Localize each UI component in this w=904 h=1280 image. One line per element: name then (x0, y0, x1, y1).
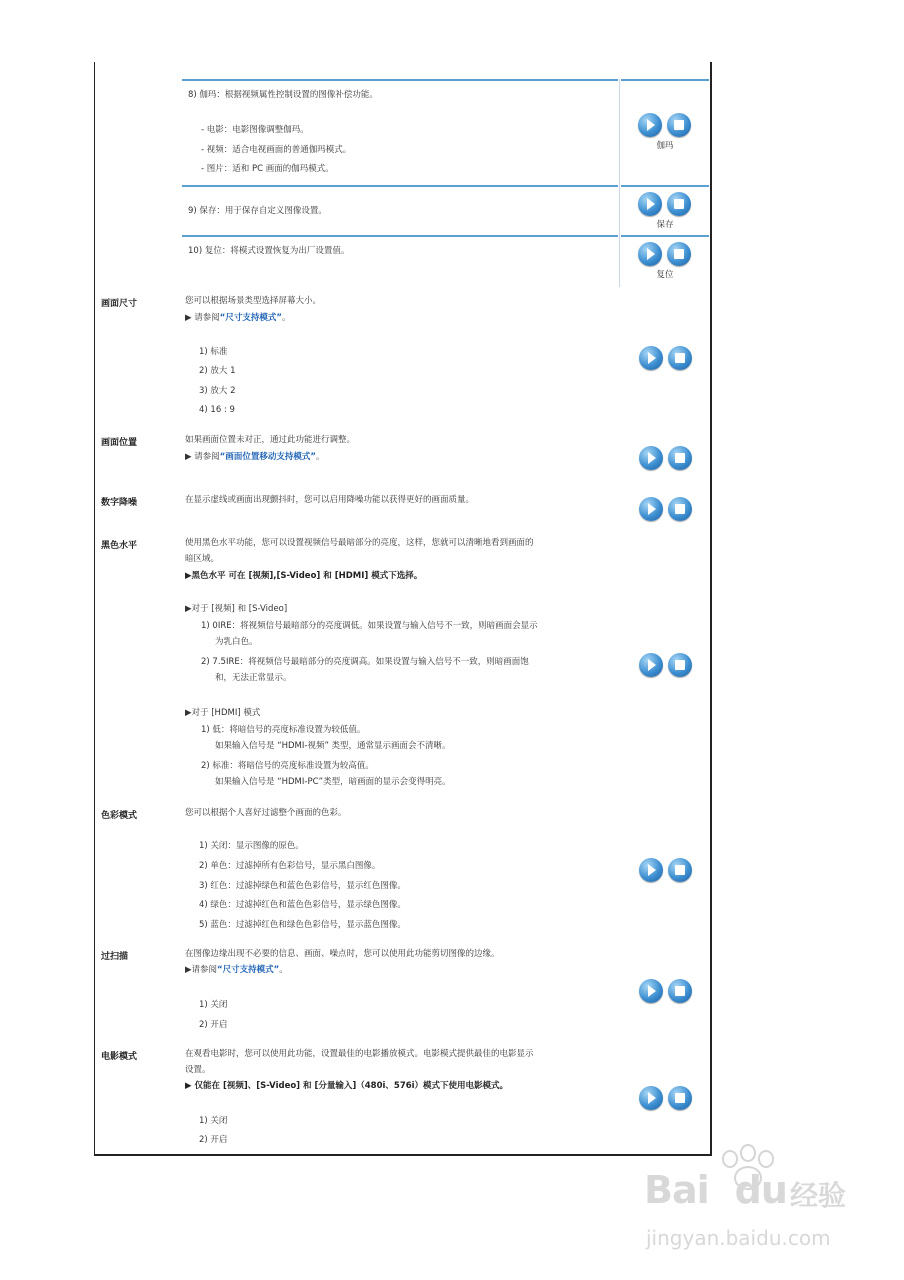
list-item: 2) 单色：过滤掉所有色彩信号，显示黑白图像。 (199, 861, 381, 871)
save-title: 9) 保存：用于保存自定义图像设置。 (188, 206, 327, 216)
list-item: 1) 关闭 (199, 1000, 228, 1010)
size-controls (639, 346, 695, 374)
movie-desc: 在观看电影时，您可以使用此功能，设置最佳的电影播放模式。电影模式提供最佳的电影显示 (185, 1049, 534, 1059)
size-ref: ▶ 请参阅“尺寸支持模式”。 (185, 313, 291, 323)
list-item: 1) 关闭 (199, 1116, 228, 1126)
stop-icon[interactable] (667, 242, 691, 266)
gamma-item: - 图片：适和 PC 画面的伽玛模式。 (201, 164, 334, 174)
list-item: 和，无法正常显示。 (215, 673, 292, 683)
list-item: 2) 标准：将暗信号的亮度标准设置为较高值。 (201, 761, 374, 771)
position-ref: ▶ 请参阅“画面位置移动支持模式”。 (185, 452, 325, 462)
list-item: 3) 放大 2 (199, 386, 236, 396)
list-item: 2) 放大 1 (199, 366, 236, 376)
movie-desc: 设置。 (185, 1065, 211, 1075)
list-item: 1) 0IRE：将视频信号最暗部分的亮度调低。如果设置与输入信号不一致，则暗画面会显示 (201, 621, 538, 631)
section-label: 黑色水平 (101, 541, 138, 551)
section-label: 过扫描 (101, 952, 129, 962)
divider (621, 235, 709, 237)
movie-note: ▶ 仅能在 [视频]、[S-Video] 和 [分量输入]（480i、576i）模式下使用电影模式。 (185, 1081, 509, 1091)
list-item: 1) 低：将暗信号的亮度标准设置为较低值。 (201, 725, 366, 735)
play-icon[interactable] (639, 979, 663, 1003)
divider (182, 235, 618, 237)
play-icon[interactable] (639, 653, 663, 677)
stop-icon[interactable] (668, 653, 692, 677)
section-label: 画面尺寸 (101, 299, 138, 309)
stop-icon[interactable] (668, 979, 692, 1003)
list-item: 1) 关闭：显示图像的原色。 (199, 841, 304, 851)
divider (619, 79, 620, 287)
watermark-brand: Bai du (644, 1168, 787, 1212)
gamma-item: - 电影：电影图像调整伽玛。 (201, 125, 309, 135)
play-icon[interactable] (639, 346, 663, 370)
divider (182, 185, 618, 187)
color-desc: 您可以根据个人喜好过滤整个画面的色彩。 (185, 808, 347, 818)
baidu-watermark (640, 1140, 860, 1260)
overscan-support-link[interactable]: “尺寸支持模式” (217, 965, 280, 975)
watermark-url: jingyan.baidu.com (646, 1226, 831, 1250)
play-icon[interactable] (638, 242, 662, 266)
list-item: 如果输入信号是 “HDMI-视频” 类型，通常显示画面会不清晰。 (215, 741, 451, 751)
section-label: 数字降噪 (101, 498, 138, 508)
stop-icon[interactable] (668, 497, 692, 521)
save-controls (638, 192, 694, 220)
play-icon[interactable] (638, 113, 662, 137)
dnr-controls (639, 497, 695, 525)
black-note: ▶黑色水平 可在 [视频],[S-Video] 和 [HDMI] 模式下选择。 (185, 571, 423, 581)
stop-icon[interactable] (668, 446, 692, 470)
movie-controls (639, 1086, 695, 1114)
list-item: 4) 绿色：过滤掉红色和蓝色色彩信号，显示绿色图像。 (199, 900, 406, 910)
gamma-controls (638, 113, 694, 141)
list-item: 如果输入信号是 “HDMI-PC”类型，暗画面的显示会变得明亮。 (215, 777, 451, 787)
divider (182, 79, 618, 81)
reset-title: 10) 复位：将模式设置恢复为出厂设置值。 (188, 246, 350, 256)
stop-icon[interactable] (667, 113, 691, 137)
color-controls (639, 858, 695, 886)
overscan-controls (639, 979, 695, 1007)
stop-icon[interactable] (668, 346, 692, 370)
list-item: 2) 开启 (199, 1020, 228, 1030)
stop-icon[interactable] (668, 1086, 692, 1110)
paw-icon (758, 1150, 774, 1168)
reset-controls (638, 242, 694, 270)
play-icon[interactable] (639, 446, 663, 470)
play-icon[interactable] (639, 858, 663, 882)
list-item: 4) 16 : 9 (199, 405, 235, 415)
reset-caption: 复位 (656, 270, 674, 280)
black-hdmi-head: ▶对于 [HDMI] 模式 (185, 708, 261, 718)
play-icon[interactable] (639, 1086, 663, 1110)
gamma-item: - 视频：适合电视画面的普通伽玛模式。 (201, 145, 352, 155)
black-video-head: ▶对于 [视频] 和 [S-Video] (185, 604, 288, 614)
play-icon[interactable] (639, 497, 663, 521)
section-label: 色彩模式 (101, 811, 138, 821)
list-item: 2) 7.5IRE：将视频信号最暗部分的亮度调高。如果设置与输入信号不一致，则暗画面饱 (201, 657, 529, 667)
size-desc: 您可以根据场景类型选择屏幕大小。 (185, 296, 322, 306)
divider (621, 79, 709, 81)
dnr-desc: 在显示虚线或画面出现颤抖时，您可以启用降噪功能以获得更好的画面质量。 (185, 495, 475, 505)
black-desc: 暗区域。 (185, 554, 220, 564)
section-label: 电影模式 (101, 1052, 138, 1062)
black-desc: 使用黑色水平功能，您可以设置视频信号最暗部分的亮度，这样，您就可以清晰地看到画面的 (185, 538, 534, 548)
stop-icon[interactable] (667, 192, 691, 216)
position-support-link[interactable]: “画面位置移动支持模式” (219, 452, 316, 462)
gamma-caption: 伽玛 (656, 141, 674, 151)
paw-icon (722, 1150, 738, 1168)
play-icon[interactable] (638, 192, 662, 216)
divider (621, 185, 709, 187)
paw-icon (740, 1144, 756, 1162)
list-item: 1) 标准 (199, 347, 228, 357)
watermark-brand-cn: 经验 (790, 1179, 847, 1212)
section-label: 画面位置 (101, 438, 138, 448)
list-item: 2) 开启 (199, 1135, 228, 1145)
stop-icon[interactable] (668, 858, 692, 882)
gamma-title: 8) 伽玛：根据视频属性控制设置的图像补偿功能。 (188, 90, 378, 100)
overscan-desc: 在图像边缘出现不必要的信息、画面、噪点时，您可以使用此功能剪切图像的边缘。 (185, 949, 500, 959)
list-item: 3) 红色：过滤掉绿色和蓝色色彩信号，显示红色图像。 (199, 881, 406, 891)
black-controls (639, 653, 695, 681)
overscan-ref: ▶请参阅“尺寸支持模式”。 (185, 965, 288, 975)
size-support-link[interactable]: “尺寸支持模式” (219, 313, 282, 323)
position-controls (639, 446, 695, 474)
list-item: 为乳白色。 (215, 637, 258, 647)
list-item: 5) 蓝色：过滤掉红色和绿色色彩信号，显示蓝色图像。 (199, 920, 406, 930)
save-caption: 保存 (656, 220, 674, 230)
position-desc: 如果画面位置未对正，通过此功能进行调整。 (185, 435, 356, 445)
